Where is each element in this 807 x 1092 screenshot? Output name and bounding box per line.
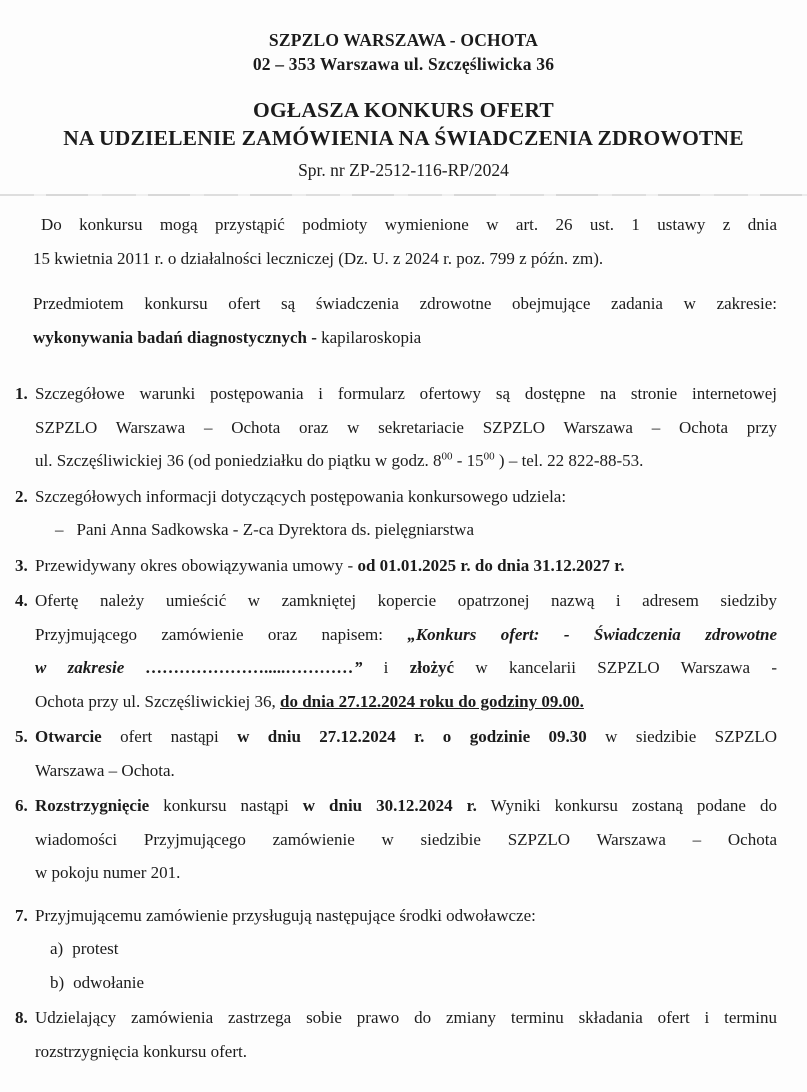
text-run: kapilaroskopia [316, 327, 422, 347]
text-run: ) – tel. 22 822-88-53. [494, 451, 644, 470]
list-item-number: 2. [15, 486, 28, 506]
appeal-option-b [35, 966, 777, 1000]
list-item-number: 6. [15, 796, 28, 815]
text-run: rozstrzygnięcia konkursu ofert. [35, 1041, 247, 1061]
text-line [35, 789, 777, 823]
text-run: w dniu 30.12.2024 r. [302, 796, 477, 815]
org-address: 02 – 353 Warszawa ul. Szczęśliwicka 36 [252, 54, 555, 74]
list-item-number: 1. [15, 384, 28, 403]
list-item-8 [15, 1001, 777, 1068]
list-item-number: 4. [15, 591, 28, 610]
text-line [35, 377, 777, 411]
contact-person-line [35, 513, 777, 547]
org-name: SZPZLO WARSZAWA - OCHOTA [268, 30, 539, 50]
text-run: ofert nastąpi [101, 727, 238, 746]
text-run: - 15 [452, 451, 484, 470]
text-run: w zakresie ………………….....…………” [35, 658, 363, 677]
text-line [35, 411, 777, 445]
text-run: ul. Szczęśliwickiej 36 (od poniedziałku do piątku w godz. 8 [35, 451, 442, 470]
text-run: w dniu 27.12.2024 r. o godzinie 09.30 [237, 727, 587, 746]
list-item-body [35, 549, 777, 583]
list-item-number: 5. [15, 727, 28, 746]
text-run: Warszawa – Ochota. [35, 760, 175, 780]
text-line [35, 1001, 777, 1035]
text-run: „Konkurs ofert: - Świadczenia zdrowotne [407, 624, 777, 644]
list-item-body [35, 899, 777, 933]
text-run: Przedmiotem konkursu ofert są świadczenia zdrowotne obejmujące zadania w zakresie: [33, 294, 777, 313]
list-item-2 [15, 480, 777, 547]
contact-person-text: Pani Anna Sadkowska - Z-ca Dyrektora ds. pielęgniarstwa [76, 520, 474, 539]
list-item-body [35, 1001, 777, 1068]
text-line [35, 685, 777, 719]
list-item-1 [15, 377, 777, 478]
letter-marker: a) [50, 939, 64, 958]
text-run: i [362, 658, 410, 677]
text-line [35, 856, 777, 890]
text-line [35, 549, 777, 583]
text-line [35, 584, 777, 618]
text-line [35, 720, 777, 754]
list-item-number: 7. [15, 905, 28, 925]
text-run: w siedzibie SZPZLO [586, 727, 777, 746]
conditions-list [0, 377, 807, 1068]
dash-marker: – [55, 520, 64, 539]
text-run: w pokoju numer 201. [35, 863, 181, 882]
text-line [35, 823, 777, 857]
text-line [35, 754, 777, 788]
text-run: Przyjmującego zamówienie oraz napisem: [35, 624, 408, 644]
text-line [35, 444, 777, 478]
announcement-title [0, 96, 807, 152]
appeal-option-b-text: odwołanie [73, 972, 144, 992]
text-run: konkursu nastąpi [149, 796, 303, 815]
text-run: Otwarcie [35, 727, 102, 746]
appeal-option-a-text: protest [72, 939, 119, 958]
text-run: wykonywania badań diagnostycznych - [33, 327, 317, 347]
text-line [33, 287, 777, 321]
list-item-5 [15, 720, 777, 787]
text-run: złożyć [409, 658, 455, 677]
text-run: Wyniki konkursu zostaną podane do [476, 796, 777, 815]
text-run: Przyjmującemu zamówienie przysługują następujące środki odwoławcze: [35, 905, 536, 925]
text-line [33, 208, 777, 242]
case-number: Spr. nr ZP-2512-116-RP/2024 [298, 160, 509, 180]
text-run: SZPZLO Warszawa – Ochota oraz w sekretariacie SZPZLO Warszawa – Ochota przy [35, 417, 777, 437]
list-item-4 [15, 584, 777, 718]
list-item-body [35, 377, 777, 478]
text-run: 00 [441, 450, 453, 463]
text-run: Do konkursu mogą przystąpić podmioty wymienione w art. 26 ust. 1 ustawy z dnia [41, 215, 777, 234]
list-item-6 [15, 789, 777, 890]
list-item-body [35, 584, 777, 718]
text-line [35, 618, 777, 652]
list-item-number: 3. [15, 555, 28, 575]
announcement-title-line1: OGŁASZA KONKURS OFERT [253, 98, 554, 122]
list-item-body [35, 720, 777, 787]
list-item-7 [15, 899, 777, 1000]
text-run: Ochota przy ul. Szczęśliwickiej 36, [35, 691, 281, 711]
text-run: Szczegółowych informacji dotyczących postępowania konkursowego udziela: [35, 486, 567, 506]
text-run: 15 kwietnia 2011 r. o działalności leczniczej (Dz. U. z 2024 r. poz. 799 z późn. zm). [33, 248, 604, 268]
text-run: 00 [483, 450, 495, 463]
header-divider [0, 194, 807, 196]
letter-marker: b) [50, 972, 65, 992]
text-run: wiadomości Przyjmującego zamówienie w siedzibie SZPZLO Warszawa – Ochota [35, 829, 777, 849]
text-run: Rozstrzygnięcie [35, 796, 150, 815]
list-item-body [35, 789, 777, 890]
text-line [33, 321, 777, 355]
list-item-body [35, 480, 777, 514]
text-run: do dnia 27.12.2024 roku do godziny 09.00. [280, 691, 584, 711]
text-run: od 01.01.2025 r. do dnia 31.12.2027 r. [357, 555, 625, 575]
appeal-option-a [35, 932, 777, 966]
text-run: w kancelarii SZPZLO Warszawa - [454, 658, 778, 677]
intro-section [0, 208, 807, 354]
announcement-title-line2: NA UDZIELENIE ZAMÓWIENIA NA ŚWIADCZENIA ZDROWOTNE [63, 126, 744, 150]
list-item-number: 8. [15, 1008, 28, 1027]
intro-paragraph-eligibility [33, 208, 777, 275]
document-header [0, 28, 807, 182]
text-run: Udzielający zamówienia zastrzega sobie prawo do zmiany terminu składania ofert i terminu [35, 1008, 777, 1027]
intro-paragraph-subject [33, 287, 777, 354]
text-line [35, 480, 777, 514]
text-run: Szczegółowe warunki postępowania i formularz ofertowy są dostępne na stronie internetowej [35, 384, 777, 403]
list-item-3 [15, 549, 777, 583]
text-line [35, 1035, 777, 1069]
text-line [33, 242, 777, 276]
text-run: Przewidywany okres obowiązywania umowy - [35, 555, 358, 575]
text-line [35, 899, 777, 933]
text-run: Ofertę należy umieścić w zamkniętej kopercie opatrzonej nazwą i adresem siedziby [35, 591, 777, 610]
text-line [35, 651, 777, 685]
